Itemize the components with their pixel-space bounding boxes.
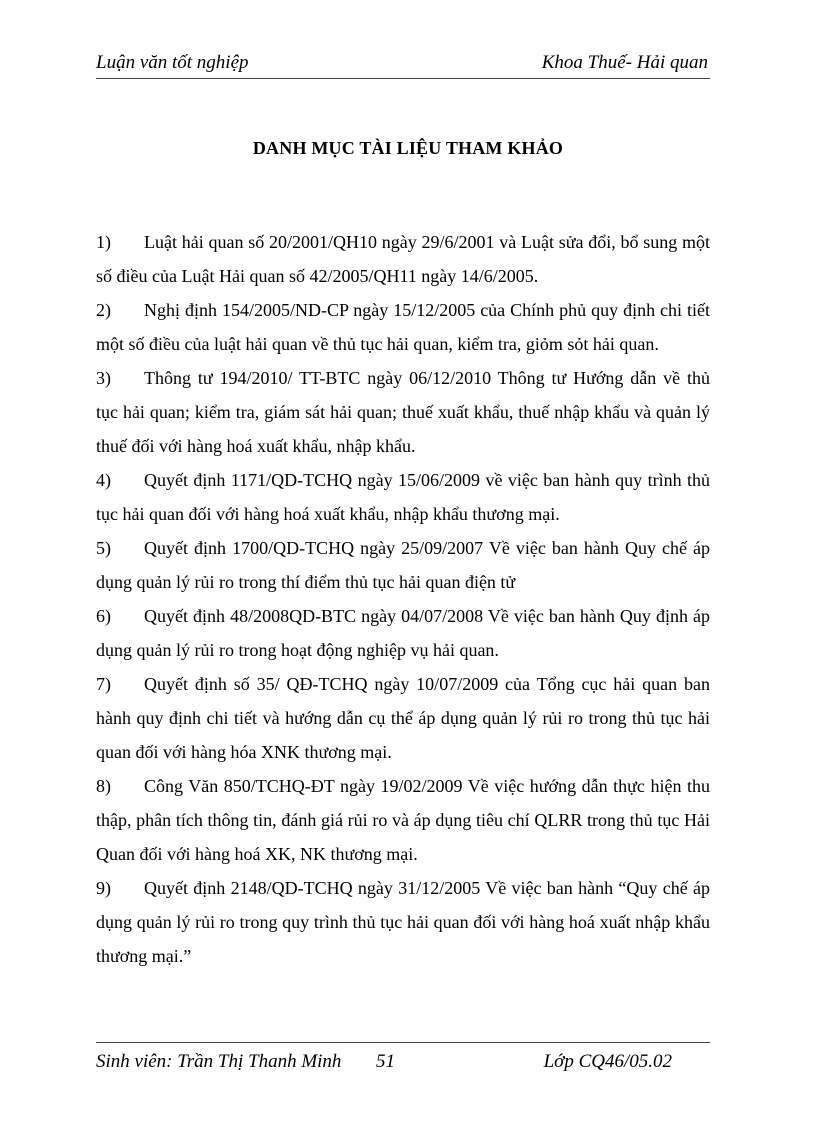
reference-number: 2) (96, 300, 111, 320)
reference-item (96, 293, 710, 361)
reference-list (96, 225, 710, 973)
reference-item (96, 225, 710, 293)
reference-item (96, 769, 710, 871)
reference-number: 1) (96, 232, 111, 252)
reference-item (96, 463, 710, 531)
page-footer (96, 1042, 710, 1083)
reference-text: Công Văn 850/TCHQ-ĐT ngày 19/02/2009 Về việc hướng dẫn thực hiện thu thập, phân tích thông tin, đánh giá rủi ro và áp dụng tiêu chí QLRR trong thủ tục Hải Quan đối với hàng hoá XK, NK thương mại. (96, 776, 710, 864)
reference-text: Quyết định 2148/QD-TCHQ ngày 31/12/2005 Về việc ban hành “Quy chế áp dụng quản lý rủi ro trong quy trình thủ tục hải quan đối với hàng hoá xuất nhập khẩu thương mại.” (96, 878, 710, 966)
reference-number: 8) (96, 776, 111, 796)
reference-text: Quyết định 48/2008QD-BTC ngày 04/07/2008 Về việc ban hành Quy định áp dụng quản lý rủi ro trong hoạt động nghiệp vụ hải quan. (96, 606, 710, 660)
reference-number: 3) (96, 368, 111, 388)
reference-text: Quyết định số 35/ QĐ-TCHQ ngày 10/07/2009 của Tổng cục hải quan ban hành quy định chi tiết và hướng dẫn cụ thể áp dụng quản lý rủi ro trong thủ tục hải quan đối với hàng hóa XNK thương mại. (96, 674, 710, 762)
reference-number: 6) (96, 606, 111, 626)
reference-text: Nghị định 154/2005/ND-CP ngày 15/12/2005 của Chính phủ quy định chi tiết một số điều của luật hải quan về thủ tục hải quan, kiểm tra, giỏm sỏt hải quan. (96, 300, 710, 354)
footer-student-name: Sinh viên: Trần Thị Thanh Minh (96, 1051, 342, 1072)
page-header (96, 52, 710, 79)
reference-text: Thông tư 194/2010/ TT-BTC ngày 06/12/2010 Thông tư Hướng dẫn về thủ tục hải quan; kiểm tra, giám sát hải quan; thuế xuất khẩu, thuế nhập khẩu và quản lý thuế đối với hàng hoá xuất khẩu, nhập khẩu. (96, 368, 710, 456)
reference-text: Luật hải quan số 20/2001/QH10 ngày 29/6/2001 và Luật sửa đổi, bổ sung một số điều của Luật Hải quan số 42/2005/QH11 ngày 14/6/2005. (96, 232, 710, 286)
header-thesis-label: Luận văn tốt nghiệp (96, 52, 249, 73)
reference-item (96, 599, 710, 667)
reference-text: Quyết định 1171/QD-TCHQ ngày 15/06/2009 về việc ban hành quy trình thủ tục hải quan đối với hàng hoá xuất khẩu, nhập khẩu thương mại. (96, 470, 710, 524)
reference-number: 4) (96, 470, 111, 490)
header-faculty-label: Khoa Thuế- Hải quan (541, 52, 708, 73)
page-title: DANH MỤC TÀI LIỆU THAM KHẢO (252, 138, 564, 158)
reference-number: 9) (96, 878, 111, 898)
reference-number: 5) (96, 538, 111, 558)
reference-item (96, 361, 710, 463)
footer-class-label: Lớp CQ46/05.02 (543, 1051, 672, 1072)
reference-text: Quyết định 1700/QD-TCHQ ngày 25/09/2007 Về việc ban hành Quy chế áp dụng quản lý rủi ro trong thí điểm thủ tục hải quan điện tử (96, 538, 710, 592)
footer-page-number: 51 (376, 1051, 395, 1072)
reference-item (96, 531, 710, 599)
reference-number: 7) (96, 674, 111, 694)
reference-item (96, 667, 710, 769)
reference-item (96, 871, 710, 973)
